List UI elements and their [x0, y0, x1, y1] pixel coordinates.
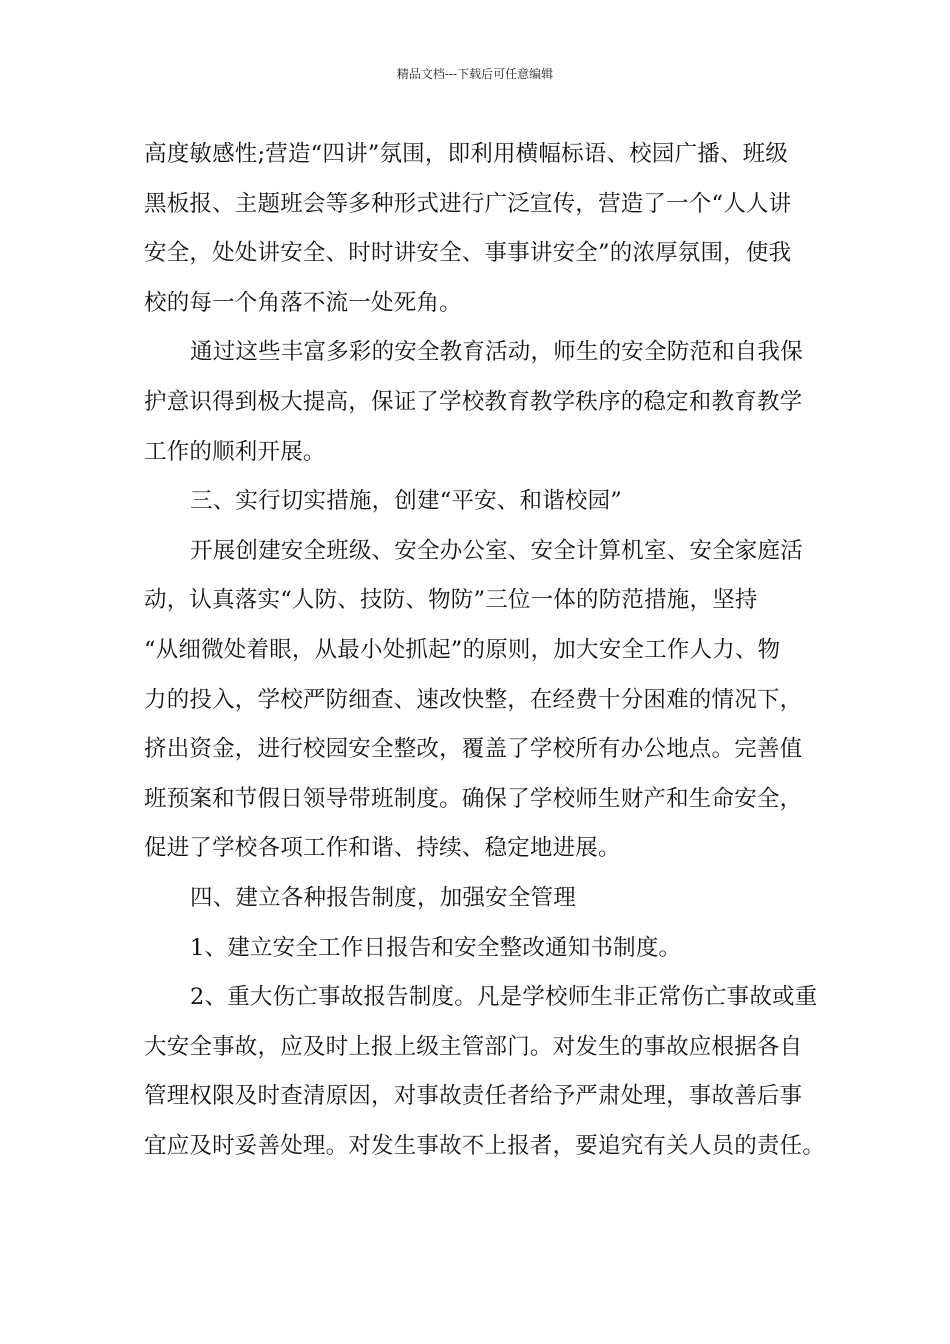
text-line: 宜应及时妥善处理。对发生事故不上报者，要追究有关人员的责任。	[144, 1132, 826, 1159]
text-line: 力的投入，学校严防细查、速改快整，在经费十分困难的情况下，	[144, 686, 803, 713]
text-line: 黑板报、主题班会等多种形式进行广泛宣传，营造了一个“人人讲	[144, 190, 792, 217]
text-line: 通过这些丰富多彩的安全教育活动，师生的安全防范和自我保	[190, 339, 803, 366]
text-line: 大安全事故，应及时上报上级主管部门。对发生的事故应根据各自	[144, 1033, 803, 1060]
section-heading: 四、建立各种报告制度，加强安全管理	[190, 884, 576, 911]
page-header: 精品文档---下载后可任意编辑	[396, 67, 554, 81]
list-item: 2、重大伤亡事故报告制度。凡是学校师生非正常伤亡事故或重	[190, 984, 818, 1011]
text-line: 工作的顺利开展。	[144, 438, 326, 465]
text-line: 动，认真落实“人防、技防、物防”三位一体的防范措施，坚持	[144, 587, 758, 614]
text-line: 安全，处处讲安全、时时讲安全、事事讲安全”的浓厚氛围，使我	[144, 240, 792, 267]
text-line: 管理权限及时查清原因，对事故责任者给予严肃处理，事故善后事	[144, 1083, 803, 1110]
text-line: 开展创建安全班级、安全办公室、安全计算机室、安全家庭活	[190, 537, 803, 564]
text-line: 促进了学校各项工作和谐、持续、稳定地进展。	[144, 835, 621, 862]
text-line: 高度敏感性;营造“四讲”氛围，即利用横幅标语、校园广播、班级	[144, 141, 789, 167]
text-line: 校的每一个角落不流一处死角。	[144, 289, 462, 316]
text-line: “从细微处着眼，从最小处抓起”的原则，加大安全工作人力、物	[144, 636, 781, 663]
text-line: 护意识得到极大提高，保证了学校教育教学秩序的稳定和教育教学	[144, 388, 803, 415]
text-line: 挤出资金，进行校园安全整改，覆盖了学校所有办公地点。完善值	[144, 736, 803, 763]
list-item: 1、建立安全工作日报告和安全整改通知书制度。	[190, 934, 682, 961]
document-body	[144, 130, 834, 1171]
text-line: 班预案和节假日领导带班制度。确保了学校师生财产和生命安全，	[144, 785, 803, 812]
section-heading: 三、实行切实措施，创建“平安、和谐校园”	[190, 488, 623, 515]
